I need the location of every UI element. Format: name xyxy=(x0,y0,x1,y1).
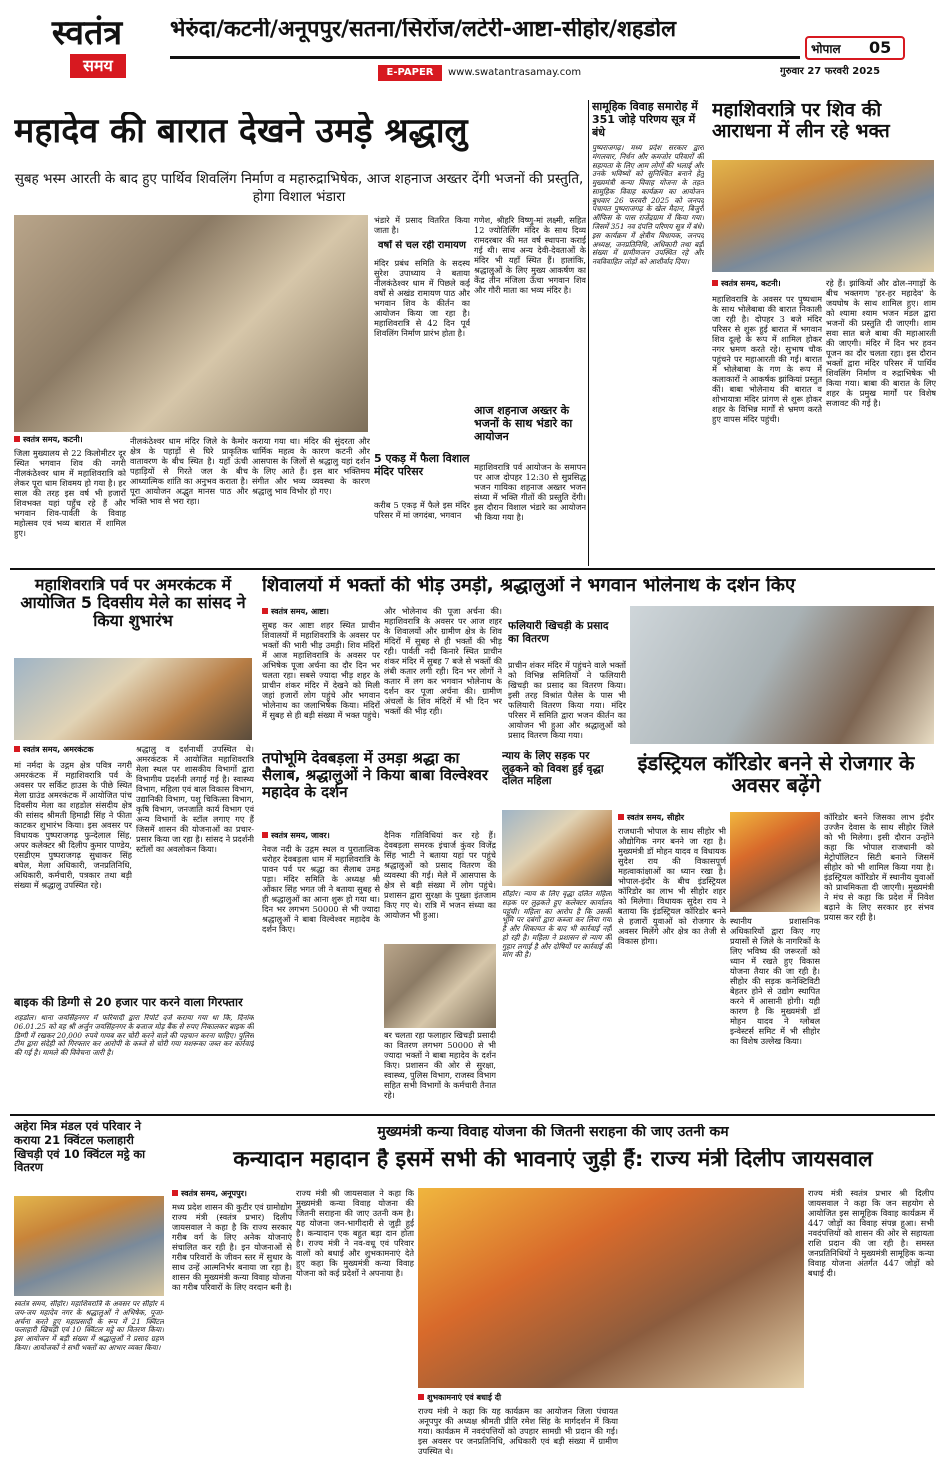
industrial-headline: इंडस्ट्रियल कॉरिडोर बनने से रोजगार के अवसर बढ़ेंगे xyxy=(637,752,915,798)
industrial-col2: स्थानीय प्रशासनिक अधिकारियों द्वारा किए गए प्रयासों से जिले के नागरिकों के लिए भविष्य की जरूरतों को ध्यान में रखते हुए विकास योजना तैयार की जा रही है। सीहोर की सड़क कनेक्टिविटी बेहतर होने से उद्योग स्थापित करने में आसानी होगी। यही कारण है कि मुख्यमंत्री डॉ मोहन यादव ने ग्लोबल इन्वेस्टर्स समिट में भी सीहोर का विशेष उल्लेख किया। xyxy=(730,916,820,1046)
devbadla-photo xyxy=(384,944,496,1028)
city-badge xyxy=(805,36,905,60)
lead-col2: नीलकंठेश्वर धाम मंदिर जिले के कैमोर क्षेत्र के पहाड़ों से घिरे प्राकृतिक वातावरण के बीच स्थित है। यहाँ ऊंची पहाड़ियों से गिरते जल के बीच आध्यात्मिक शांति का अनुभव कराता है। पूरा आयोजन अद्भुत मानस पाठ और भक्ति भाव से भरा रहा। xyxy=(130,436,248,506)
vivah-headline: सामूहिक विवाह समारोह में 351 जोड़े परिणय सूत्र में बंधे xyxy=(592,100,698,140)
logo-top: स्वतंत्र xyxy=(51,14,123,53)
industrial-photo xyxy=(730,812,820,912)
industrial-byline: स्वतंत्र समय, सीहोर xyxy=(618,812,738,824)
date-line: गुरुवार 27 फरवरी 2025 xyxy=(780,66,881,77)
regions-bar: भेरुंदा/कटनी/अनूपपुर/सतना/सिरोंज/लटेरी-आष्टा-सीहोर/शहडोल xyxy=(170,18,676,42)
lead-col4c: करीब 5 एकड़ में फैले इस मंदिर परिसर में मां जगदंबा, भगवान xyxy=(374,500,470,520)
kanya-photo-caption: शुभकामनाएं एवं बधाई दी xyxy=(418,1392,618,1404)
temples-photo xyxy=(630,606,934,744)
kanya-kicker: मुख्यमंत्री कन्या विवाह योजना की जितनी सराहना की जाए उतनी कम xyxy=(377,1124,729,1140)
devbadla-col2: दैनिक गतिविधियां कर रहे हैं। देवबड़ला समरक इंचार्ज कुंवर विजेंद्र सिंह भाटी ने बताया यहां पर पहुंचे श्रद्धालुओं को प्रसाद वितरण की व्यवस्था की गई। मेले में आसपास के क्षेत्र से बड़ी संख्या में लोग पहुंचे। प्रशासन द्वारा सुरक्षा के पुख्ता इंतजाम किए गए थे। रात्रि में भजन संध्या का आयोजन भी हुआ। xyxy=(384,830,496,920)
temples-sub: फलियारी खिचड़ी के प्रसाद का वितरण xyxy=(508,620,609,645)
aradhana-col1: महाशिवरात्रि के अवसर पर पुष्पधाम के साथ भोलेबाबा की बारात निकाली जा रही है। दोपहर 3 बजे मंदिर परिसर से शुरू हुई बारात में भगवान शिव दूल्हे के रूप में शामिल होकर नगर भ्रमण करते रहे। सुभाष चौक पहुंचने पर महाआरती की गई। बारात में भोलेबाबा के गण के रूप में कलाकारों ने आकर्षक झांकियां प्रस्तुत कीं। बाबा भोलेनाथ की बारात व शोभायात्रा मंदिर प्रांगण से शुरू होकर शहर के विभिन्न मार्गों से भ्रमण करते हुए वापस मंदिर पहुंची। xyxy=(712,294,822,424)
temples-byline: स्वतंत्र समय, आष्टा। xyxy=(262,606,382,618)
lead-sub3: आज शहनाज अख्तर के भजनों के साथ भंडारे का आयोजन xyxy=(474,404,573,444)
industrial-col1: राजधानी भोपाल के साथ सीहोर भी औद्योगिक नगर बनने जा रहा है। मुख्यमंत्री डॉ मोहन यादव व विधायक सुदेश राय की विकासपूर्ण महत्वाकांक्षाओं का ध्यान रखा है। भोपाल-इंदौर के बीच इंडस्ट्रियल कॉरिडोर का लाभ भी सीहोर शहर को मिलेगा। विधायक सुदेश राय ने बताया कि इंडस्ट्रियल कॉरिडोर बनने से हजारों युवाओं को रोजगार के अवसर मिलेंगे और क्षेत्र का तेजी से विकास होगा। xyxy=(618,826,726,946)
devbadla-byline: स्वतंत्र समय, जावर। xyxy=(262,830,390,842)
oldwoman-headline: न्याय के लिए सड़क पर लुढ़कने को विवश हुई वृद्धा दलित महिला xyxy=(502,750,604,788)
vivah-text: पुष्पराजगढ़। मध्य प्रदेश सरकार द्वारा मंगलवार, निर्धन और कमजोर परिवारों की सहायता के लिए आम लोगों की भलाई और उनके भविष्यों को सुनिश्चित बनाने हेतु मुख्यमंत्री कन्या विवाह योजना के तहत सामूहिक विवाह कार्यक्रम का आयोजन बुधवार 26 फरवरी 2025 को जनपद पंचायत पुष्पराजगढ़ के खेल मैदान, बिजुरी ऑफिस के पास राजेंद्रग्राम में किया गया। जिसमें 351 नव दंपत्ति परिणय सूत्र में बंधे। इस कार्यक्रम में क्षेत्रीय विधायक, जनपद अध्यक्ष, जनप्रतिनिधि, अधिकारी तथा बड़ी संख्या में ग्रामीणजन उपस्थित रहे और नवविवाहित जोड़ों को आशीर्वाद दिया। xyxy=(592,144,704,267)
amarkantak-photo-caption: स्वतंत्र समय, अमरकंटक xyxy=(14,744,144,756)
industrial-col3: कॉरिडोर बनने जिसका लाभ इंदौर उज्जैन देवास के साथ सीहोर जिले को भी मिलेगा। इसी दौरान उन्होंने कहा कि भोपाल राजधानी को मेट्रोपॉलिटन सिटी बनाने जिसमें सीहोर को भी शामिल किया गया है। इंडस्ट्रियल कॉरिडोर में स्थानीय युवाओं को प्राथमिकता दी जाएगी। मुख्यमंत्री ने मंच से कहा कि प्रदेश में निवेश बढ़ाने के लिए सरकार हर संभव प्रयास कर रही है। xyxy=(824,812,934,922)
divider xyxy=(588,100,589,566)
kanya-photo xyxy=(418,1188,804,1388)
temples-headline: शिवालयों में भक्तों की भीड़ उमड़ी, श्रद्धालुओं ने भगवान भोलेनाथ के दर्शन किए xyxy=(262,576,796,596)
lead-col5b: महाशिवरात्रि पर्व आयोजन के समापन पर आज दोपहर 12:30 से सुप्रसिद्ध भजन गायिका शहनाज अख्तर भजन संध्या में भक्ति गीतों की प्रस्तुति देंगी। इस दौरान विशाल भंडारे का आयोजन भी किया गया है। xyxy=(474,462,586,522)
lead-col5: गणेश, श्रीहरि विष्णु-मां लक्ष्मी, सहित 12 ज्योतिर्लिंग मंदिर के साथ दिव्य रामदरबार की मत वर्ष स्थापना कराई गई थी। साथ अन्य देवी-देवताओं के मंदिर भी यहाँ स्थित हैं। हालांकि, श्रद्धालुओं के लिए मुख्य आकर्षण का केंद्र तीन मंजिला ऊँचा भगवान शिव और गौरी माता का भव्य मंदिर है। xyxy=(474,215,586,295)
kanya-col3: राज्य मंत्री ने कहा कि यह कार्यक्रम का आयोजन जिला पंचायत अनूपपुर की अध्यक्ष श्रीमती प्रीति रमेश सिंह के मार्गदर्शन में किया गया। कार्यक्रम में नवदंपत्तियों को उपहार सामग्री भी प्रदान की गई। इस अवसर पर जनप्रतिनिधि, अधिकारी एवं बड़ी संख्या में ग्रामीण उपस्थित थे। xyxy=(418,1406,618,1456)
epaper-label: E-PAPER xyxy=(386,67,434,78)
oldwoman-photo xyxy=(502,810,612,886)
temples-col3: प्राचीन शंकर मंदिर में पहुंचने वाले भक्तों को विभिन्न समितियों ने फलियारी खिचड़ी का प्रसाद का वितरण किया। इसी तरह विश्रांत पैलेस के पास भी फलियारी वितरण किया गया। मंदिर परिसर में समिति द्वारा भजन कीर्तन का आयोजन भी हुआ और श्रद्धालुओं को प्रसाद वितरण किया गया। xyxy=(508,660,626,740)
logo-bottom: समय xyxy=(70,54,126,78)
lead-col3: कराया गया था। मंदिर की सुंदरता और धार्मिक महत्व के कारण कटनी और आसपास के जिलों से श्रद्धालु यहां दर्शन के लिए आते हैं। इस बार भक्तिमय संगीत और भव्य व्यवस्था के कारण श्रद्धालु भाव विभोर हो गए। xyxy=(252,436,370,496)
aradhana-photo xyxy=(712,160,934,272)
arrest-headline: बाइक की डिग्गी से 20 हजार पार करने वाला गिरफ्तार xyxy=(14,996,243,1009)
devbadla-col2b: बर चलता रहा फलाहार खिचड़ी प्रसादी का वितरण लगभग 50000 से भी ज्यादा भक्तों ने बाबा महादेव के दर्शन किए। प्रशासन की ओर से सुरक्षा, स्वास्थ्य, पुलिस विभाग, राजस्व विभाग सहित सभी विभागों के कर्मचारी तैनात रहे। xyxy=(384,1030,496,1100)
epaper-badge xyxy=(378,65,442,81)
header-rule xyxy=(170,56,800,59)
kanya-col1: मध्य प्रदेश शासन की कुटीर एवं ग्रामोद्योग राज्य मंत्री (स्वतंत्र प्रभार) दिलीप जायसवाल ने कहा है कि राज्य सरकार गरीब वर्ग के लिए अनेक योजनाएं संचालित कर रही है। इन योजनाओं से गरीब परिवारों के जीवन स्तर में सुधार के साथ उन्हें आत्मनिर्भर बनाया जा रहा है। शासन की मुख्यमंत्री कन्या विवाह योजना का गरीब परिवारों के लिए वरदान बनी है। xyxy=(172,1202,292,1292)
amarkantak-photo xyxy=(14,658,252,740)
lead-sub2: 5 एकड़ में फैला विशाल मंदिर परिसर xyxy=(374,452,470,479)
lead-col1: जिला मुख्यालय से 22 किलोमीटर दूर स्थित भगवान शिव की नगरी नीलकंठेश्वर धाम में महाशिवरात्रि को लेकर पूरा धाम शिवमय हो गया है। हर साल की तरह इस वर्ष भी हजारों शिवभक्त यहां पहुँच रहे हैं और भगवान शिव-पार्वती के विवाह महोत्सव एवं भव्य बारात में शामिल हुए। xyxy=(14,448,126,538)
mandal-photo xyxy=(14,1196,164,1296)
arrest-text: शहडोल। थाना जयसिंहनगर में फरियादी द्वारा रिपोर्ट दर्ज कराया गया था कि, दिनांक 06.01.25 को वह श्री अर्जुन जयसिंहनगर के बजाज मोड़ बैंक से रुपए निकालकर बाइक की डिग्गी में रखकर 20,000 रुपये गायब कर चोरी करने वाले की पहचान करना चाहिए। पुलिस टीम द्वारा संदेही को गिरफ्तार कर आरोपी के कब्जे से चोरी गया मशरूका जब्त कर कार्रवाई की गई है। मामले की विवेचना जारी है। xyxy=(14,1014,254,1058)
lead-deck: सुबह भस्म आरती के बाद हुए पार्थिव शिवलिंग निर्माण व महारुद्राभिषेक, आज शहनाज अख्तर देंगी भजनों की प्रस्तुति, होगा विशाल भंडारा xyxy=(14,171,584,206)
aradhana-col2: रहे हैं। झांकियों और ढोल-नगाड़ों के बीच भक्तगण 'हर-हर महादेव' के जयघोष के साथ शामिल हुए। शाम को श्यामा श्याम भजन मंडल द्वारा भजनों की प्रस्तुति दी जाएगी। शाम सवा सात बजे बाबा की महाआरती की जाएगी। मंदिर में दिन भर हवन पूजन का दौर चलता रहा। इस दौरान भक्तों द्वारा मंदिर परिसर में पार्थिव शिवलिंग निर्माण व रुद्राभिषेक भी किया गया। बाबा की बारात के लिए शहर के प्रमुख मार्गों पर विशेष सजावट की गई है। xyxy=(826,278,936,408)
lead-photo xyxy=(14,215,368,432)
lead-photo-caption: स्वतंत्र समय, कटनी। xyxy=(14,434,214,446)
devbadla-col1: नेवज नदी के उद्गम स्थल व पुरातात्विक धरोहर देवबड़ला धाम में महाशिवरात्रि के पावन पर्व पर श्रद्धा का सैलाब उमड़ पड़ा। मंदिर समिति के अध्यक्ष श्री ओंकार सिंह भगत जी ने बताया सुबह से ही श्रद्धालुओं का आना शुरू हो गया था। दिन भर लगभग 50000 से भी ज्यादा श्रद्धालुओं ने बाबा विल्वेश्वर महादेव के दर्शन किए। xyxy=(262,844,380,934)
temples-col2: और भोलेनाथ की पूजा अर्चना की। महाशिवरात्रि के अवसर पर आज शहर के शिवालयों और ग्रामीण क्षेत्र के शिव मंदिरों में सुबह से ही भक्तों की भीड़ रही। पार्वती नदी किनारे स्थित प्राचीन शंकर मंदिर में सुबह 7 बजे से भक्तों की लंबी कतार लगी रही। दिन भर लोगों ने कतार में लग कर भगवान भोलेनाथ के दर्शन कर पूजा अर्चना की। ग्रामीण अंचलों के शिव मंदिरों में भी दिन भर भक्तों की भीड़ रही। xyxy=(384,606,502,716)
amarkantak-col1: मां नर्मदा के उद्गम क्षेत्र पवित्र नगरी अमरकंटक में महाशिवरात्रि पर्व के अवसर पर सर्किट हाउस के पीछे स्थित मेला ग्राउंड अमरकंटक में आयोजित पांच दिवसीय मेला का शहडोल संसदीय क्षेत्र की सांसद श्रीमती हिमाद्री सिंह ने फीता काटकर शुभारंभ किया। इस अवसर पर विधायक पुष्पराजगढ़ फुन्देलाल सिंह, अपर कलेक्टर श्री दिलीप कुमार पाण्डेय, एसडीएम पुष्पराजगढ़ सुधाकर सिंह बघेल, मेला अधिकारी, जनप्रतिनिधि, अधिकारी, कर्मचारी, पत्रकार तथा बड़ी संख्या में श्रद्धालु उपस्थित रहे। xyxy=(14,760,132,890)
aradhana-headline: महाशिवरात्रि पर शिव की आराधना में लीन रहे भक्त xyxy=(712,100,890,143)
logo xyxy=(22,14,152,80)
amarkantak-headline: महाशिवरात्रि पर्व पर अमरकंटक में आयोजित 5 दिवसीय मेले का सांसद ने किया शुभारंभ xyxy=(20,576,246,630)
horizontal-rule xyxy=(10,568,935,570)
aradhana-photo-caption: स्वतंत्र समय, कटनी। xyxy=(712,278,832,290)
lead-col4b: मंदिर प्रबंध समिति के सदस्य सुरेश उपाध्याय ने बताया नीलकंठेश्वर धाम में पिछले कई वर्षों से अखंड रामायण पाठ और भगवान शिव के कीर्तन का आयोजन किया जा रहा है। महाशिवरात्रि से 42 दिन पूर्व शिवलिंग निर्माण प्रारंभ होता है। xyxy=(374,258,470,338)
city-name: भोपाल xyxy=(811,42,841,56)
horizontal-rule-2 xyxy=(10,1114,935,1116)
page-number: 05 xyxy=(869,38,892,57)
devbadla-headline: तपोभूमि देवबड़ला में उमड़ा श्रद्धा का सैलाब, श्रद्धालुओं ने किया बाबा विल्वेश्वर महादेव के दर्शन xyxy=(262,750,488,801)
temples-col1: सुबह कर आष्टा शहर स्थित प्राचीन शिवालयों में महाशिवरात्रि के अवसर पर भक्तों की भारी भीड़ उमड़ी। शिव मंदिरों में आज महाशिवरात्रि के अवसर पर अभिषेक पूजा अर्चना का दौर दिन भर चलता रहा। सबसे ज्यादा भीड़ शहर के प्राचीन शंकर मंदिर में देखने को मिली जहां हजारों लोग पहुंचे और भगवान भोलेनाथ का जलाभिषेक किया। मंदिरों में सुबह से ही बड़ी संख्या में भक्त पहुंचे। xyxy=(262,620,380,720)
lead-col4: भंडारे में प्रसाद वितरित किया जाता है। xyxy=(374,215,470,235)
masthead xyxy=(0,0,945,90)
kanya-headline: कन्यादान महादान है इसमें सभी की भावनाएं जुड़ी हैं: राज्य मंत्री दिलीप जायसवाल xyxy=(233,1148,873,1172)
website-link[interactable]: www.swatantrasamay.com xyxy=(448,67,582,78)
lead-sub1: वर्षों से चल रही रामायण xyxy=(377,240,467,251)
oldwoman-text: सीहोर। न्याय के लिए वृद्धा दलित महिला सड़क पर लुढ़कते हुए कलेक्टर कार्यालय पहुंची। महिला का आरोप है कि उसकी भूमि पर दबंगों द्वारा कब्जा कर लिया गया है और शिकायत के बाद भी कार्रवाई नहीं हो रही है। महिला ने प्रशासन से न्याय की गुहार लगाई है और दोषियों पर कार्रवाई की मांग की है। xyxy=(502,890,612,960)
mandal-headline: अहेरा मित्र मंडल एवं परिवार ने कराया 21 क्विंटल फलाहारी खिचड़ी एवं 10 क्विंटल मट्ठे का वितरण xyxy=(14,1120,146,1175)
kanya-byline: स्वतंत्र समय, अनूपपुर। xyxy=(172,1188,312,1200)
lead-headline: महादेव की बारात देखने उमड़े श्रद्धालु xyxy=(14,112,468,151)
mandal-text: स्वतंत्र समय, सीहोर। महाशिवरात्रि के अवसर पर सीहोर में जय-जय महादेव नगर के श्रद्धालुओं ने अभिषेक, पूजा-अर्चना करते हुए महाप्रसादी के रूप में 21 क्विंटल फलाहारी खिचड़ी एवं 10 क्विंटल मट्ठे का वितरण किया। इस आयोजन में बड़ी संख्या में श्रद्धालुओं ने प्रसाद ग्रहण किया। आयोजकों ने सभी भक्तों का आभार व्यक्त किया। xyxy=(14,1300,164,1352)
kanya-col2: राज्य मंत्री श्री जायसवाल ने कहा कि मुख्यमंत्री कन्या विवाह योजना की जितनी सराहना की जाए उतनी कम है। यह योजना जन-भागीदारी से जुड़ी हुई है। कन्यादान एक बहुत बड़ा दान होता है। राज्य मंत्री ने नव-वधू एवं परिवार वालों को बधाई और शुभकामनाएं देते हुए कहा कि मुख्यमंत्री कन्या विवाह योजना को कई प्रदेशों ने अपनाया है। xyxy=(296,1188,414,1278)
amarkantak-col2: श्रद्धालु व दर्शनार्थी उपस्थित थे। अमरकंटक में आयोजित महाशिवरात्रि मेला स्थल पर शासकीय विभागों द्वारा विभागीय प्रदर्शनी लगाई गई है। स्वास्थ्य विभाग, महिला एवं बाल विकास विभाग, उद्यानिकी विभाग, पशु चिकित्सा विभाग, कृषि विभाग, जनजाति कार्य विभाग एवं अन्य विभागों के स्टॉल लगाए गए हैं जिसमें शासन की योजनाओं का प्रचार-प्रसार किया जा रहा है। सांसद ने प्रदर्शनी स्टॉलों का अवलोकन किया। xyxy=(136,744,254,854)
kanya-col4: राज्य मंत्री स्वतंत्र प्रभार श्री दिलीप जायसवाल ने कहा कि जन सहयोग से आयोजित इस सामूहिक विवाह कार्यक्रम में 447 जोड़ों का विवाह संपन्न हुआ। सभी नवदंपत्तियों को शासन की ओर से सहायता राशि प्रदान की जा रही है। समस्त जनप्रतिनिधियों ने मुख्यमंत्री सामूहिक कन्या विवाह योजना अंतर्गत 447 जोड़ों को बधाई दी। xyxy=(808,1188,934,1278)
